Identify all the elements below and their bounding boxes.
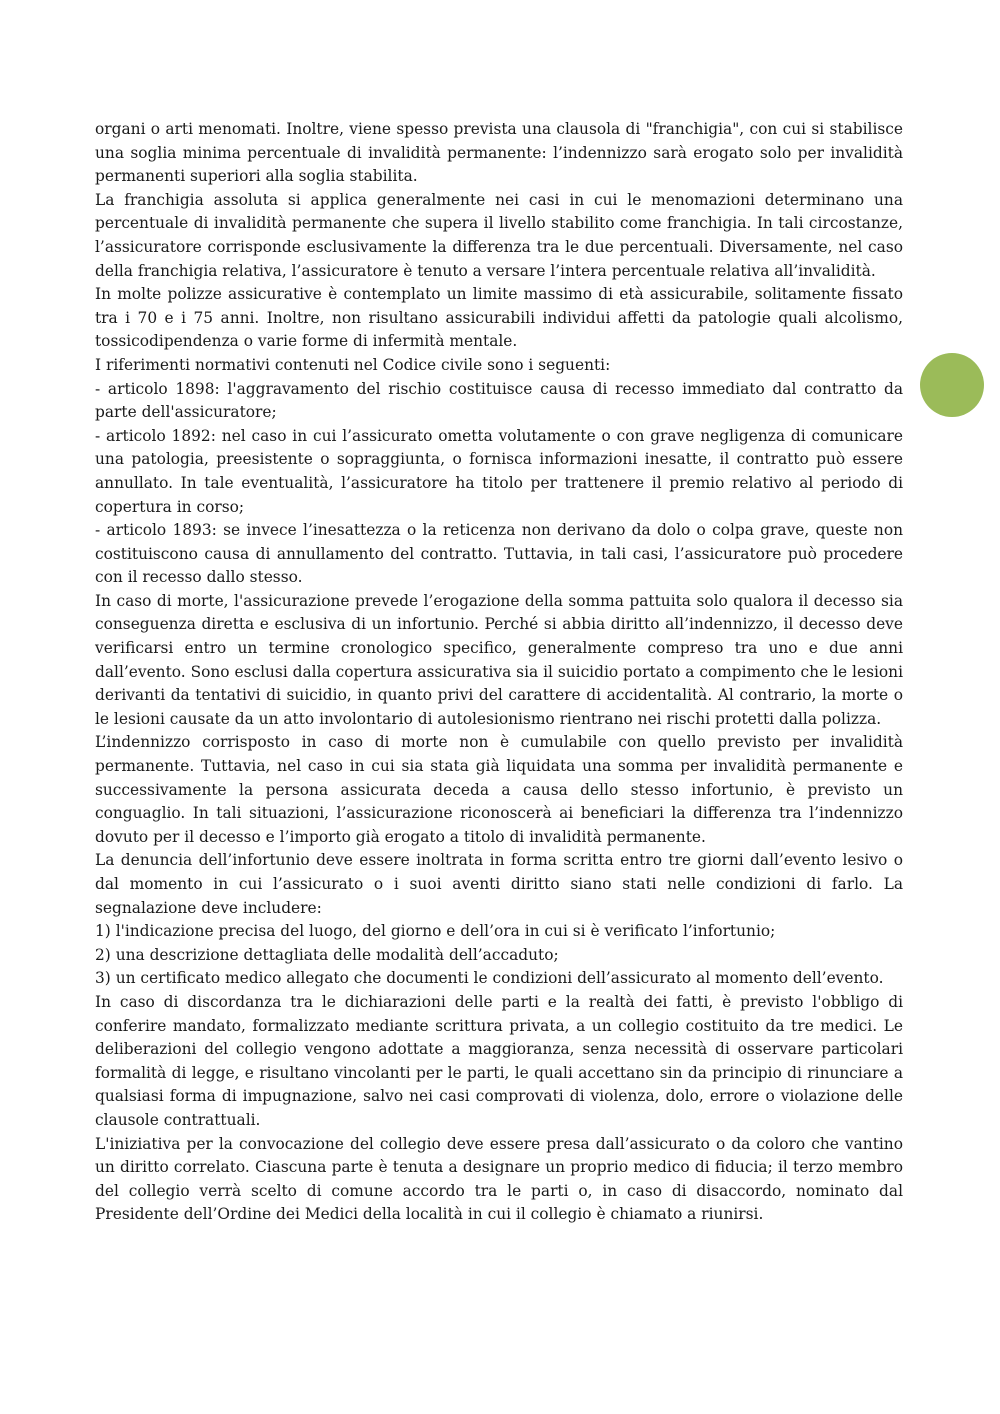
paragraph-indennizzo-morte: L’indennizzo corrisposto in caso di morte non è cumulabile con quello previsto per invalidità permanente. Tuttavia, nel caso in cui sia stata già liquidata una somma per invalidità permanente e successivamente la persona assicurata deceda a causa dello stesso infortunio, è previsto un conguaglio. In tali situazioni, l’assicurazione riconoscerà ai beneficiari la differenza tra l’indennizzo dovuto per il decesso e l’importo già erogato a titolo di invalidità permanente. xyxy=(95,733,903,846)
paragraph-limite-eta: In molte polizze assicurative è contemplato un limite massimo di età assicurabile, solitamente fissato tra i 70 e i 75 anni. Inoltre, non risultano assicurabili individui affetti da patologie quali alcolismo, tossicodipendenza o varie forme di infermità mentale. xyxy=(95,285,903,351)
list-item-certificato-medico: 3) un certificato medico allegato che documenti le condizioni dell’assicurato al momento dell’evento. xyxy=(95,969,884,988)
list-item-articolo-1892: - articolo 1892: nel caso in cui l’assicurato ometta volutamente o con grave negligenza di comunicare una patologia, preesistente o sopraggiunta, o fornisca informazioni inesatte, il contratto può essere annullato. In tale eventualità, l’assicuratore ha titolo per trattenere il premio relativo al periodo di copertura in corso; xyxy=(95,426,903,516)
paragraph-convocazione-collegio: L'iniziativa per la convocazione del collegio deve essere presa dall’assicurato o da coloro che vantino un diritto correlato. Ciascuna parte è tenuta a designare un proprio medico di fiducia; il terzo membro del collegio verrà scelto di comune accordo tra le parti o, in caso di disaccordo, nominato dal Presidente dell’Ordine dei Medici della località in cui il collegio è chiamato a riunirsi. xyxy=(95,1134,903,1224)
paragraph-riferimenti-normativi: I riferimenti normativi contenuti nel Codice civile sono i seguenti: xyxy=(95,355,611,374)
paragraph-caso-morte: In caso di morte, l'assicurazione prevede l’erogazione della somma pattuita solo qualora il decesso sia conseguenza diretta e esclusiva di un infortunio. Perché si abbia diritto all’indennizzo, il decesso deve verificarsi entro un termine cronologico specifico, generalmente compreso tra uno e due anni dall’evento. Sono esclusi dalla copertura assicurativa sia il suicidio portato a compimento che le lesioni derivanti da tentativi di suicidio, in quanto privi del carattere di accidentalità. Al contrario, la morte o le lesioni causate da un atto involontario di autolesionismo rientrano nei rischi protetti dalla polizza. xyxy=(95,591,903,728)
list-item-descrizione: 2) una descrizione dettagliata delle modalità dell’accaduto; xyxy=(95,945,559,964)
paragraph-franchigia-intro: organi o arti menomati. Inoltre, viene spesso prevista una clausola di "franchigia", con cui si stabilisce una soglia minima percentuale di invalidità permanente: l’indennizzo sarà erogato solo per invalidità permanenti superiori alla soglia stabilita. xyxy=(95,120,903,186)
decorative-circle xyxy=(920,353,984,417)
list-item-articolo-1898: - articolo 1898: l'aggravamento del rischio costituisce causa di recesso immediato dal contratto da parte dell'assicuratore; xyxy=(95,379,903,422)
list-item-articolo-1893: - articolo 1893: se invece l’inesattezza o la reticenza non derivano da dolo o colpa grave, queste non costituiscono causa di annullamento del contratto. Tuttavia, in tali casi, l’assicuratore può procedere con il recesso dallo stesso. xyxy=(95,521,903,587)
paragraph-denuncia: La denuncia dell’infortunio deve essere inoltrata in forma scritta entro tre giorni dall’evento lesivo o dal momento in cui l’assicurato o i suoi aventi diritto siano stati nelle condizioni di farlo. La segnalazione deve includere: xyxy=(95,851,903,917)
document-body xyxy=(95,118,903,1227)
paragraph-franchigia-assoluta: La franchigia assoluta si applica generalmente nei casi in cui le menomazioni determinano una percentuale di invalidità permanente che supera il livello stabilito come franchigia. In tali circostanze, l’assicuratore corrisponde esclusivamente la differenza tra le due percentuali. Diversamente, nel caso della franchigia relativa, l’assicuratore è tenuto a versare l’intera percentuale relativa all’invalidità. xyxy=(95,190,903,280)
paragraph-collegio-medici: In caso di discordanza tra le dichiarazioni delle parti e la realtà dei fatti, è previsto l'obbligo di conferire mandato, formalizzato mediante scrittura privata, a un collegio costituito da tre medici. Le deliberazioni del collegio vengono adottate a maggioranza, senza necessità di osservare particolari formalità di legge, e risultano vincolanti per le parti, le quali accettano sin da principio di rinunciare a qualsiasi forma di impugnazione, salvo nei casi comprovati di violenza, dolo, errore o violazione delle clausole contrattuali. xyxy=(95,992,903,1129)
list-item-luogo-giorno-ora: 1) l'indicazione precisa del luogo, del giorno e dell’ora in cui si è verificato l’infortunio; xyxy=(95,922,776,941)
